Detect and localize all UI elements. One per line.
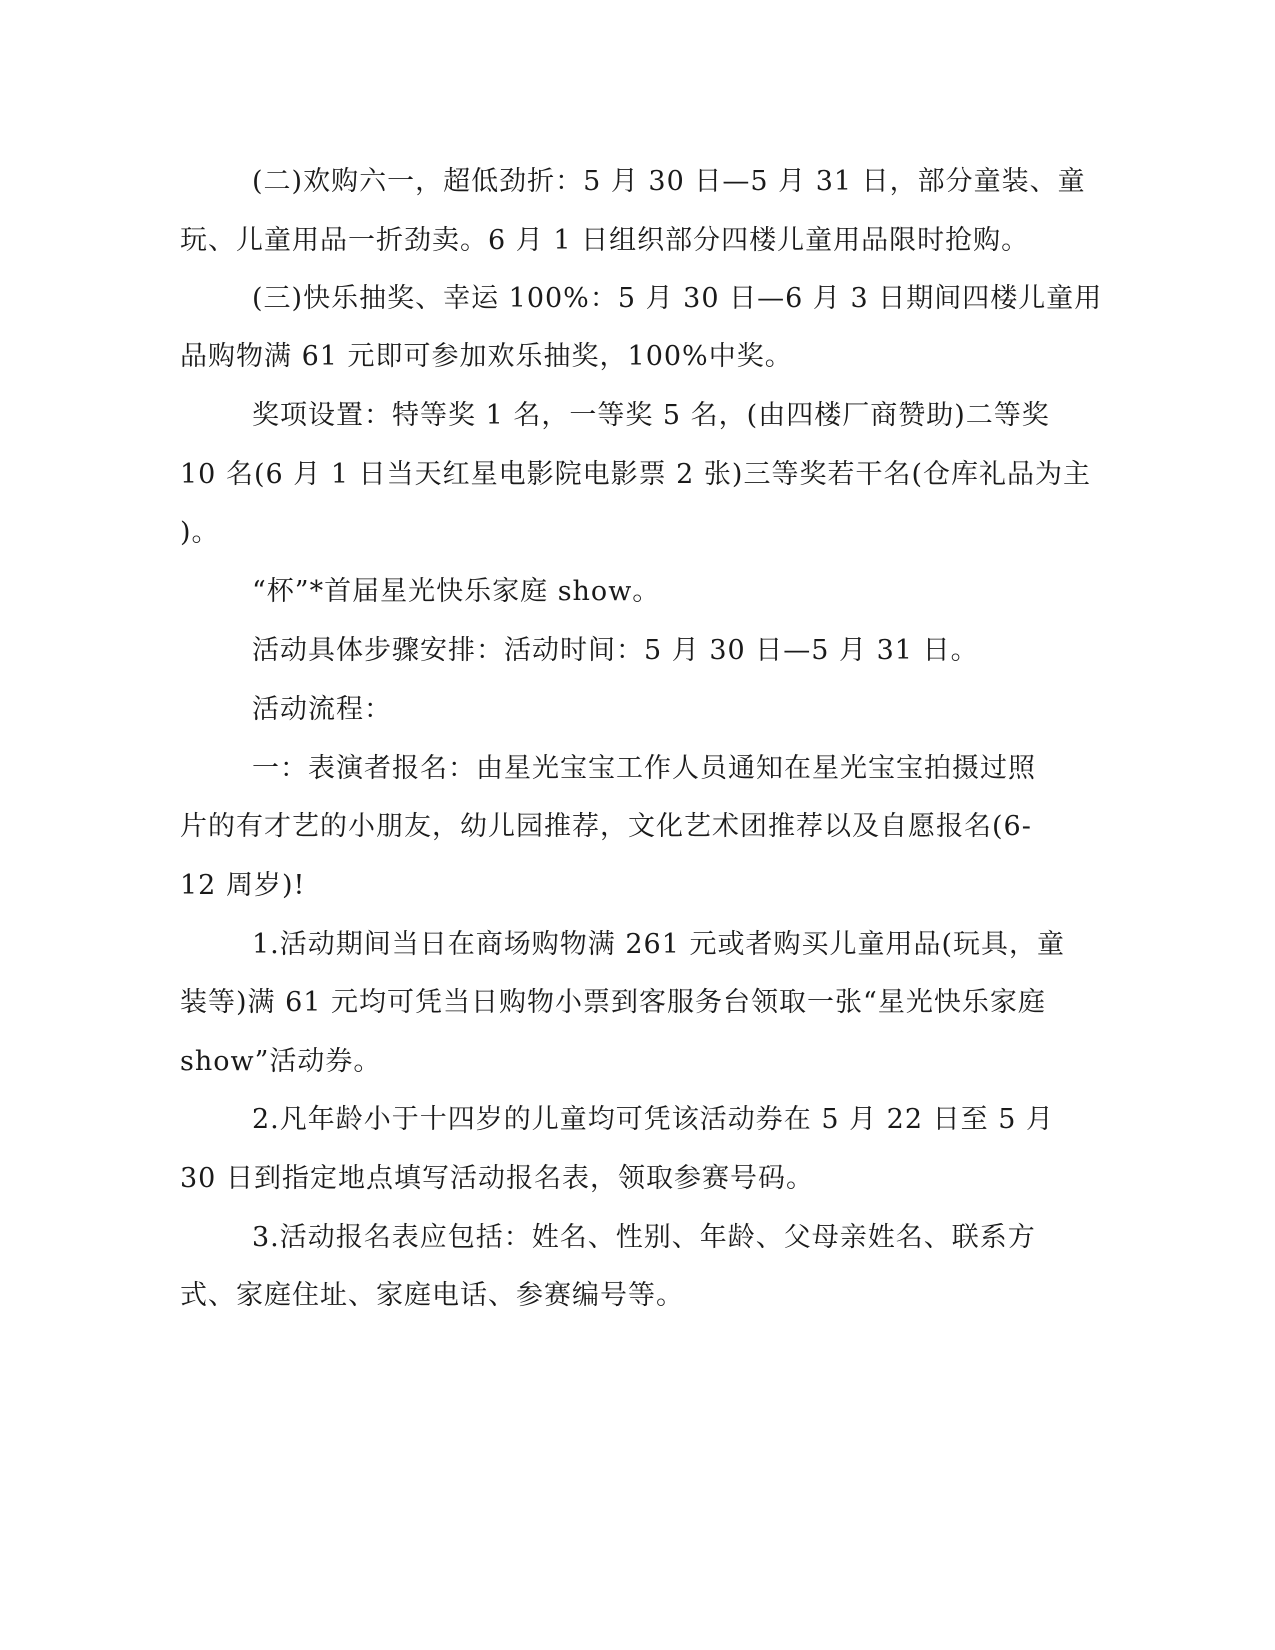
paragraph-3-line-2: 品购物满 61 元即可参加欢乐抽奖，100%中奖。: [180, 341, 793, 372]
prize-paragraph-line-2: 10 名(6 月 1 日当天红星电影院电影票 2 张)三等奖若干名(仓库礼品为主: [180, 459, 1091, 490]
item-2-line-2: 30 日到指定地点填写活动报名表，领取参赛号码。: [180, 1163, 814, 1194]
item-2-line-1: 2.凡年龄小于十四岁的儿童均可凭该活动券在 5 月 22 日至 5 月: [252, 1104, 1054, 1135]
show-title-line: “杯”*首届星光快乐家庭 show。: [252, 576, 661, 607]
prize-paragraph-line-1: 奖项设置：特等奖 1 名，一等奖 5 名，(由四楼厂商赞助)二等奖: [252, 400, 1050, 431]
registration-line-3: 12 周岁)!: [180, 870, 306, 901]
registration-line-1: 一：表演者报名：由星光宝宝工作人员通知在星光宝宝拍摄过照: [252, 753, 1036, 784]
paragraph-3-line-1: (三)快乐抽奖、幸运 100%：5 月 30 日—6 月 3 日期间四楼儿童用: [252, 283, 1103, 314]
paragraph-2-line-2: 玩、儿童用品一折劲卖。6 月 1 日组织部分四楼儿童用品限时抢购。: [180, 225, 1030, 256]
item-1-line-1: 1.活动期间当日在商场购物满 261 元或者购买儿童用品(玩具，童: [252, 929, 1065, 960]
item-3-line-1: 3.活动报名表应包括：姓名、性别、年龄、父母亲姓名、联系方: [252, 1222, 1036, 1253]
item-3-line-2: 式、家庭住址、家庭电话、参赛编号等。: [180, 1280, 684, 1311]
registration-line-2: 片的有才艺的小朋友，幼儿园推荐，文化艺术团推荐以及自愿报名(6-: [180, 811, 1032, 842]
prize-paragraph-line-3: )。: [180, 517, 220, 548]
item-1-line-3: show”活动券。: [180, 1046, 382, 1077]
activity-time-line: 活动具体步骤安排：活动时间：5 月 30 日—5 月 31 日。: [252, 635, 979, 666]
item-1-line-2: 装等)满 61 元均可凭当日购物小票到客服务台领取一张“星光快乐家庭: [180, 987, 1046, 1018]
paragraph-2-line-1: (二)欢购六一，超低劲折：5 月 30 日—5 月 31 日，部分童装、童: [252, 166, 1086, 197]
activity-flow-heading: 活动流程：: [252, 694, 392, 725]
